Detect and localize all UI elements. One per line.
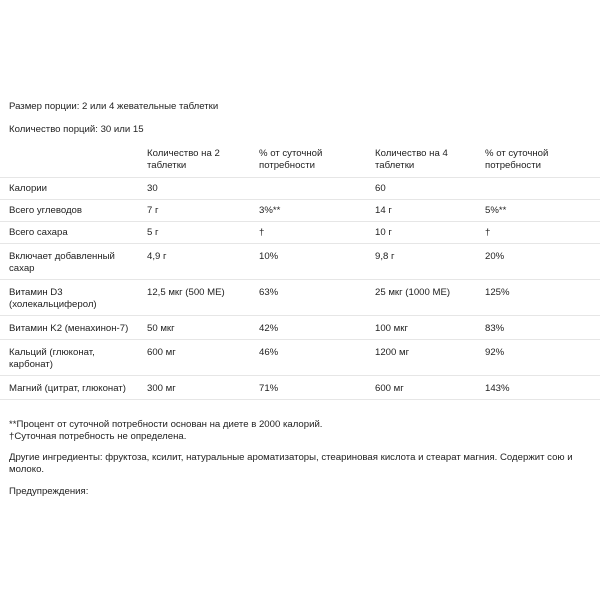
nutrient-name: Витамин D3 (холекальциферол) <box>0 280 138 316</box>
dv-4: 83% <box>476 316 600 340</box>
dv-2: † <box>250 222 366 244</box>
header-amount-2: Количество на 2 таблетки <box>138 143 250 178</box>
dv-4 <box>476 178 600 200</box>
dv-2: 63% <box>250 280 366 316</box>
warnings-heading: Предупреждения: <box>9 486 89 497</box>
header-amount-4: Количество на 4 таблетки <box>366 143 476 178</box>
amount-4: 100 мкг <box>366 316 476 340</box>
amount-4: 60 <box>366 178 476 200</box>
amount-2: 12,5 мкг (500 МЕ) <box>138 280 250 316</box>
table-row <box>0 340 600 376</box>
serving-size: Размер порции: 2 или 4 жевательные таблетки <box>9 101 219 112</box>
other-ingredients: Другие ингредиенты: фруктоза, ксилит, натуральные ароматизаторы, стеариновая кислота и стеарат магния. Содержит сою и молоко. <box>9 452 573 475</box>
table-row <box>0 178 600 200</box>
amount-2: 30 <box>138 178 250 200</box>
servings-count: Количество порций: 30 или 15 <box>9 124 144 135</box>
amount-4: 10 г <box>366 222 476 244</box>
nutrient-name: Витамин K2 (менахинон-7) <box>0 316 138 340</box>
nutrient-name: Всего сахара <box>0 222 138 244</box>
amount-2: 600 мг <box>138 340 250 376</box>
dv-4: 5%** <box>476 200 600 222</box>
amount-4: 25 мкг (1000 МЕ) <box>366 280 476 316</box>
amount-2: 5 г <box>138 222 250 244</box>
header-dv-4: % от суточной потребности <box>476 143 600 178</box>
amount-2: 50 мкг <box>138 316 250 340</box>
nutrient-name: Всего углеводов <box>0 200 138 222</box>
dv-4: † <box>476 222 600 244</box>
footnotes <box>9 419 594 443</box>
table-row <box>0 200 600 222</box>
nutrient-name: Магний (цитрат, глюконат) <box>0 376 138 400</box>
dv-2: 3%** <box>250 200 366 222</box>
table-row <box>0 222 600 244</box>
table-row <box>0 316 600 340</box>
amount-4: 1200 мг <box>366 340 476 376</box>
footnote-not-established: †Суточная потребность не определена. <box>9 431 187 442</box>
footnote-daily-value: **Процент от суточной потребности основан на диете в 2000 калорий. <box>9 419 323 430</box>
dv-4: 125% <box>476 280 600 316</box>
nutrient-name: Включает добавленный сахар <box>0 244 138 280</box>
table-row <box>0 280 600 316</box>
amount-4: 14 г <box>366 200 476 222</box>
supplement-facts-table <box>0 143 600 400</box>
nutrient-name: Калории <box>0 178 138 200</box>
header-nutrient <box>0 143 138 178</box>
nutrient-name: Кальций (глюконат, карбонат) <box>0 340 138 376</box>
dv-2: 42% <box>250 316 366 340</box>
header-dv-2: % от суточной потребности <box>250 143 366 178</box>
dv-2: 46% <box>250 340 366 376</box>
table-header-row <box>0 143 600 178</box>
dv-4: 92% <box>476 340 600 376</box>
dv-2: 71% <box>250 376 366 400</box>
amount-2: 300 мг <box>138 376 250 400</box>
dv-2 <box>250 178 366 200</box>
table-row <box>0 376 600 400</box>
dv-4: 20% <box>476 244 600 280</box>
table-row <box>0 244 600 280</box>
amount-2: 4,9 г <box>138 244 250 280</box>
amount-2: 7 г <box>138 200 250 222</box>
dv-4: 143% <box>476 376 600 400</box>
amount-4: 600 мг <box>366 376 476 400</box>
dv-2: 10% <box>250 244 366 280</box>
amount-4: 9,8 г <box>366 244 476 280</box>
